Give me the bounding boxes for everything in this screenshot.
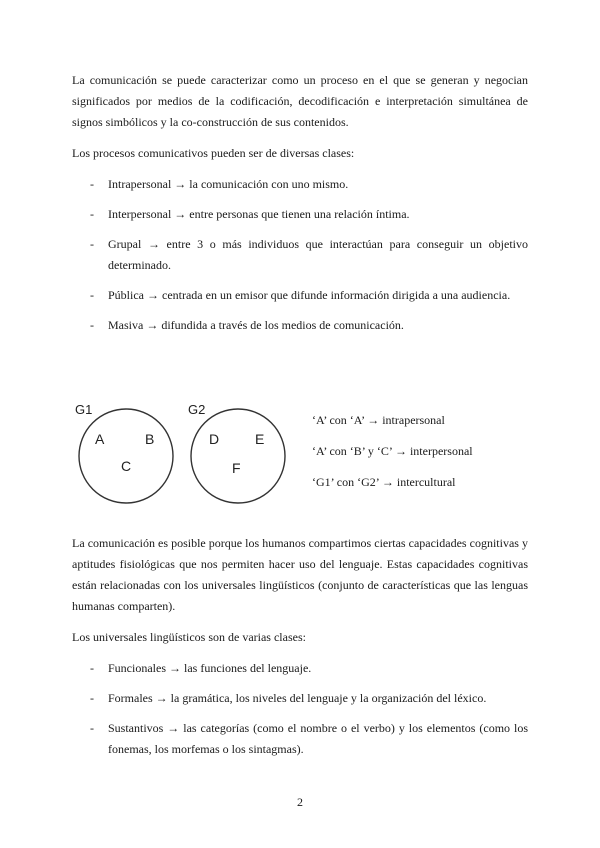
processes-intro: Los procesos comunicativos pueden ser de diversas clases: xyxy=(72,146,355,160)
universals-list xyxy=(0,658,600,769)
legend-item: ‘G1’ con ‘G2’ → intercultural xyxy=(312,475,456,489)
group-label-g1: G1 xyxy=(75,402,93,417)
list-item-text: Interpersonal → entre personas que tienen una relación íntima. xyxy=(108,207,410,221)
bullet-dash: - xyxy=(90,691,94,705)
list-item-text: Funcionales → las funciones del lenguaje. xyxy=(108,661,312,675)
process-list xyxy=(0,174,600,345)
member-e: E xyxy=(255,431,265,447)
list-item xyxy=(0,718,600,760)
list-item-text: Grupal → entre 3 o más individuos que interactúan para conseguir un objetivo determinado. xyxy=(108,237,528,272)
member-a: A xyxy=(95,431,105,447)
list-item-text: Formales → la gramática, los niveles del lenguaje y la organización del léxico. xyxy=(108,691,487,705)
list-item xyxy=(0,174,600,195)
communication-groups-diagram xyxy=(66,396,300,508)
list-item-text: Masiva → difundida a través de los medios de comunicación. xyxy=(108,318,404,332)
list-item-text: Sustantivos → las categorías (como el nombre o el verbo) y los elementos (como los fonemas, los morfemas o los sintagmas). xyxy=(108,721,528,756)
list-item xyxy=(0,688,600,709)
list-item xyxy=(0,285,600,306)
list-item-text: Intrapersonal → la comunicación con uno mismo. xyxy=(108,177,349,191)
bullet-dash: - xyxy=(90,237,94,251)
legend-item: ‘A’ con ‘B’ y ‘C’ → interpersonal xyxy=(312,444,473,458)
list-item xyxy=(0,204,600,225)
group-label-g2: G2 xyxy=(188,402,206,417)
bullet-dash: - xyxy=(90,318,94,332)
member-c: C xyxy=(121,458,132,474)
legend-item: ‘A’ con ‘A’ → intrapersonal xyxy=(312,413,445,427)
member-d: D xyxy=(209,431,220,447)
bullet-dash: - xyxy=(90,661,94,675)
group-circle-g2 xyxy=(191,409,285,503)
bullet-dash: - xyxy=(90,721,94,735)
bullet-dash: - xyxy=(90,207,94,221)
member-b: B xyxy=(145,431,155,447)
bullet-dash: - xyxy=(90,177,94,191)
diagram-legend xyxy=(312,410,473,503)
bullet-dash: - xyxy=(90,288,94,302)
list-item xyxy=(0,658,600,679)
list-item xyxy=(0,234,600,276)
intro-paragraph: La comunicación se puede caracterizar como un proceso en el que se generan y negocian significados por medios de la codificación, decodificación e interpretación simultánea de signos simbólicos y la co-construcción de sus contenidos. xyxy=(72,73,528,129)
list-item xyxy=(0,315,600,336)
member-f: F xyxy=(232,460,241,476)
capacities-paragraph: La comunicación es posible porque los humanos compartimos ciertas capacidades cognitivas y aptitudes fisiológicas que nos permiten hacer uso del lenguaje. Estas capacidades cognitivas están relacionadas con los universales lingüísticos (conjunto de características que las lenguas humanas comparten). xyxy=(72,536,528,613)
list-item-text: Pública → centrada en un emisor que difunde información dirigida a una audiencia. xyxy=(108,288,511,302)
group-circle-g1 xyxy=(79,409,173,503)
universals-intro: Los universales lingüísticos son de varias clases: xyxy=(72,630,306,644)
page-number: 2 xyxy=(297,795,303,809)
